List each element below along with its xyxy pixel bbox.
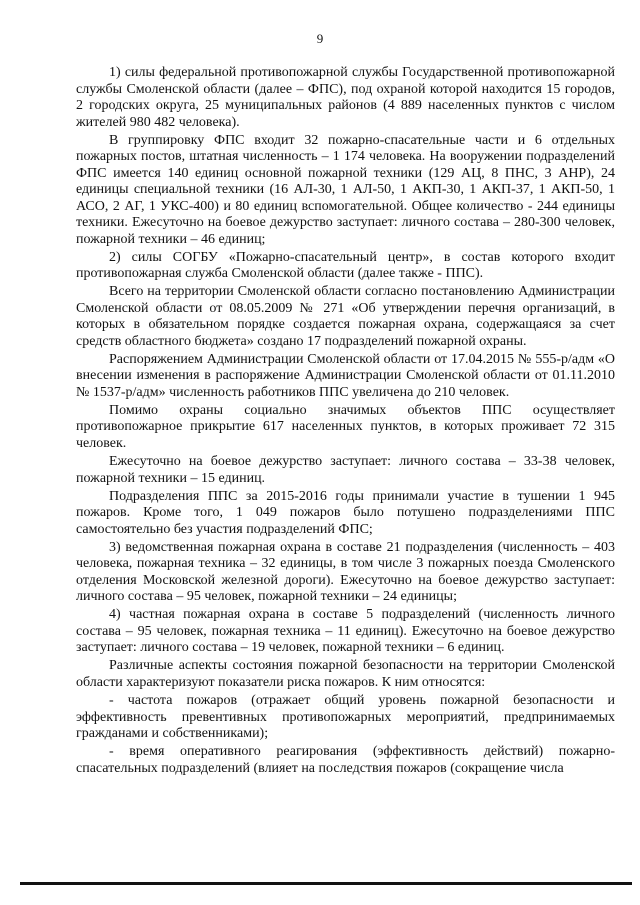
paragraph: Подразделения ППС за 2015-2016 годы принимали участие в тушении 1 945 пожаров. Кроме того, 1 049 пожаров было потушено подразделениями ППС самостоятельно без участия подразделений ФПС; [76, 488, 615, 537]
paragraph: 1) силы федеральной противопожарной службы Государственной противопожарной службы Смоленской области (далее – ФПС), под охраной которой находится 15 городов, 2 городских округа, 25 муниципальных районов (4 889 населенных пунктов с числом жителей 980 482 человека). [76, 65, 615, 130]
page-number: 9 [316, 31, 324, 46]
paragraph: - частота пожаров (отражает общий уровень пожарной безопасности и эффективность превентивных противопожарных мероприятий, предпринимаемых гражданами и собственниками); [76, 693, 615, 742]
paragraph: В группировку ФПС входит 32 пожарно-спасательные части и 6 отдельных пожарных постов, штатная численность – 1 174 человека. На вооружении подразделений ФПС имеется 140 единиц основной пожарной техники (129 АЦ, 8 ПНС, 3 АНР), 24 единицы специальной техники (16 АЛ-30, 1 АЛ-50, 1 АКП-30, 1 АКП-37, 1 АКП-50, 1 АСО, 2 АГ, 1 УКС-400) и 80 единиц вспомогательной. Общее количество - 244 единицы техники. Ежесуточно на боевое дежурство заступает: личного состава – 280-300 человек, пожарной техники – 46 единиц; [76, 132, 615, 247]
paragraph: 4) частная пожарная охрана в составе 5 подразделений (численность личного состава – 95 человек, пожарная техника – 11 единиц). Ежесуточно на боевое дежурство заступает: личного состава – 19 человек, пожарной техники – 6 единиц. [76, 607, 615, 656]
paragraph: Помимо охраны социально значимых объектов ППС осуществляет противопожарное прикрытие 617 населенных пунктов, в которых проживает 72 315 человек. [76, 402, 615, 451]
paragraph: 3) ведомственная пожарная охрана в составе 21 подразделения (численность – 403 человека, пожарная техника – 32 единицы, в том числе 3 пожарных поезда Смоленского отделения Московской железной дороги). Ежесуточно на боевое дежурство заступает: личного состава – 95 человек, пожарной техники – 24 единицы; [76, 539, 615, 605]
paragraph: - время оперативного реагирования (эффективность действий) пожарно-спасательных подразделений (влияет на последствия пожаров (сокращение числа [76, 744, 615, 776]
paragraph: Всего на территории Смоленской области согласно постановлению Администрации Смоленской области от 08.05.2009 № 271 «Об утверждении перечня организаций, в которых в обязательном порядке создается пожарная охрана, содержащаяся за счет средств областного бюджета» создано 17 подразделений пожарной охраны. [76, 284, 615, 349]
paragraph: Распоряжением Администрации Смоленской области от 17.04.2015 № 555-р/адм «О внесении изменения в распоряжение Администрации Смоленской области от 01.11.2010 № 1537-р/адм» численность работников ППС увеличена до 210 человек. [76, 351, 615, 400]
bottom-rule [20, 882, 632, 885]
document-body [76, 65, 615, 779]
paragraph: Различные аспекты состояния пожарной безопасности на территории Смоленской области характеризуют показатели риска пожаров. К ним относятся: [76, 658, 615, 690]
paragraph: Ежесуточно на боевое дежурство заступает: личного состава – 33-38 человек, пожарной техники – 15 единиц. [76, 454, 615, 486]
paragraph: 2) силы СОГБУ «Пожарно-спасательный центр», в состав которого входит противопожарная служба Смоленской области (далее также - ППС). [76, 249, 615, 282]
